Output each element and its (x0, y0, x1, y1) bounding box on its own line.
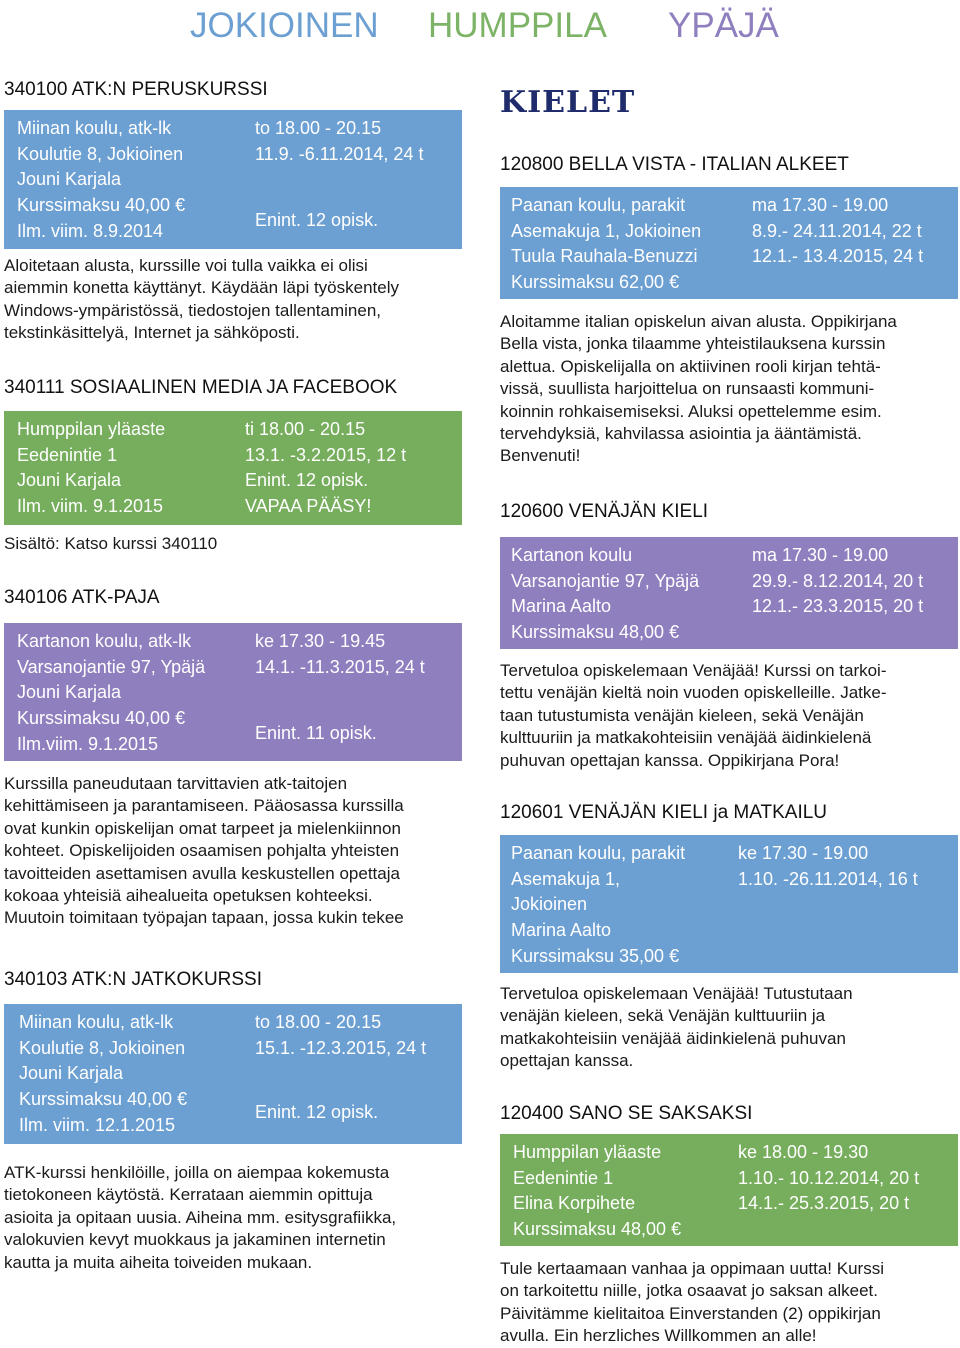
venue: Humppilan yläaste (513, 1142, 662, 1162)
registration-deadline: Ilm. viim. 9.1.2015 (17, 496, 164, 517)
schedule-dates: 15.1. -12.3.2015, 24 t (255, 1037, 427, 1058)
course-info-right (255, 629, 425, 680)
max-participants: Enint. 12 opisk. (255, 1102, 379, 1122)
max-participants: Enint. 12 opisk. (245, 470, 369, 491)
course-info-box (500, 835, 958, 973)
course-description: Aloitetaan alusta, kurssille voi tulla vaikka ei olisi aiemmin konetta käyttänyt. Käydään läpi työskentely Windows-ympäristössä, tiedostojen tallentaminen, tekstinkäsittelyä, Internet ja sähköposti. (4, 256, 399, 343)
course-340100 (4, 78, 466, 345)
course-info-left (17, 417, 165, 520)
schedule-dates-spring: 14.1.- 25.3.2015, 20 t (738, 1193, 910, 1214)
course-description: Tervetuloa opiskelemaan Venäjää! Kurssi on tarkoi- tettu venäjän kieltä noin vuoden opiskelleille. Jatke- taan tutustumista venäjän kieleen, sekä Venäjän kulttuuriin ja matkakohteisiin venäjää äidinkielenä puhuvan opettajan kanssa. Oppikirjana Pora! (500, 661, 887, 770)
course-title: 120400 SANO SE SAKSAKSI (500, 1103, 753, 1124)
schedule-dates-spring: 12.1.- 13.4.2015, 24 t (752, 246, 924, 267)
address: Asemakuja 1, (511, 868, 621, 889)
venue: Miinan koulu, atk-lk (17, 118, 172, 138)
town-header (0, 2, 960, 50)
schedule-dates-autumn: 8.9.- 24.11.2014, 22 t (752, 220, 922, 241)
max-participants: Enint. 12 opisk. (255, 210, 379, 230)
venue: Kartanon koulu (511, 545, 633, 565)
fee: Kurssimaksu 48,00 € (511, 622, 680, 643)
address: Varsanojantie 97, Ypäjä (511, 570, 700, 591)
course-description: Sisältö: Katso kurssi 340110 (4, 534, 218, 553)
course-info-box (4, 411, 462, 525)
course-info-right (752, 543, 923, 620)
course-title: 340103 ATK:N JATKOKURSSI (4, 969, 263, 990)
venue: Humppilan yläaste (17, 419, 166, 439)
schedule-time: ma 17.30 - 19.00 (752, 195, 889, 215)
course-description: Tule kertaamaan vanhaa ja oppimaan uutta! Kurssi on tarkoitettu niille, jotka osaavat jo saksan alkeet. Päivitämme kielitaitoa Einverstanden (2) oppikirjan avulla. Ein herzliches Willkommen an alle! (500, 1259, 884, 1346)
fee: Kurssimaksu 62,00 € (511, 272, 680, 293)
course-title: 340111 SOSIAALINEN MEDIA JA FACEBOOK (4, 377, 398, 398)
free-entry: VAPAA PÄÄSY! (245, 496, 372, 517)
fee: Kurssimaksu 48,00 € (513, 1219, 682, 1240)
fee: Kurssimaksu 40,00 € (17, 708, 186, 729)
course-info-left (511, 841, 685, 969)
course-info-box (500, 1134, 958, 1246)
fee: Kurssimaksu 40,00 € (17, 195, 186, 216)
course-340111 (4, 376, 466, 555)
schedule-dates: 11.9. -6.11.2014, 24 t (255, 143, 424, 164)
town: Jokioinen (511, 894, 588, 915)
registration-deadline: Ilm.viim. 9.1.2015 (17, 733, 159, 754)
course-info-right (738, 1140, 919, 1217)
schedule-dates-autumn: 1.10.- 10.12.2014, 20 t (738, 1167, 920, 1188)
address: Asemakuja 1, Jokioinen (511, 220, 702, 241)
course-info-box (500, 187, 958, 299)
max-participants: Enint. 11 opisk. (255, 723, 377, 743)
schedule-dates: 1.10. -26.11.2014, 16 t (738, 868, 918, 889)
registration-deadline: Ilm. viim. 8.9.2014 (17, 220, 164, 241)
address: Varsanojantie 97, Ypäjä (17, 656, 206, 677)
schedule-time: ke 18.00 - 19.30 (738, 1142, 869, 1162)
course-info-left (19, 1010, 187, 1138)
schedule-dates: 13.1. -3.2.2015, 12 t (245, 444, 407, 465)
teacher: Tuula Rauhala-Benuzzi (511, 246, 698, 267)
course-120800 (500, 153, 958, 468)
course-info-right (255, 116, 423, 167)
teacher: Marina Aalto (511, 920, 612, 941)
course-info-left (513, 1140, 681, 1243)
town-humppila: HUMPPILA (428, 6, 607, 45)
town-ypaja: YPÄJÄ (668, 6, 779, 45)
kielet-logo: KIELET (500, 85, 636, 120)
course-info-right (738, 841, 918, 892)
venue: Kartanon koulu, atk-lk (17, 631, 192, 651)
course-description: ATK-kurssi henkilöille, joilla on aiempaa kokemusta tietokoneen käytöstä. Kerrataan aiemmin opittuja asioita ja opitaan uusia. Aiheina mm. esitysgrafiikka, valokuvien kevyt muokkaus ja jakaminen internetin kautta ja muita aiheita toiveiden mukaan. (4, 1163, 397, 1272)
teacher: Jouni Karjala (17, 682, 122, 703)
course-description: Aloitamme italian opiskelun aivan alusta. Oppikirjana Bella vista, jonka tilaamme yhteistilauksena kurssin alettua. Opiskelijalla on aktiivinen rooli kirjan tehtä- vissä, suullista harjoittelua on runsaasti kommuni- koinnin rohkaisemiseksi. Aluksi opettelemme esim. tervehdyksiä, kahvilassa asiointia ja ääntämistä. Benvenuti! (500, 312, 897, 466)
course-info-box (4, 623, 462, 761)
schedule-time: ke 17.30 - 19.00 (738, 843, 869, 863)
course-340106 (4, 586, 466, 930)
teacher: Elina Korpihete (513, 1193, 636, 1214)
course-info-right (255, 1010, 426, 1061)
fee: Kurssimaksu 40,00 € (19, 1089, 188, 1110)
schedule-dates-spring: 12.1.- 23.3.2015, 20 t (752, 596, 924, 617)
course-title: 340100 ATK:N PERUSKURSSI (4, 79, 268, 100)
course-120600 (500, 500, 958, 772)
course-info-right (245, 417, 406, 520)
course-info-right (752, 193, 923, 270)
course-info-left (511, 193, 701, 296)
course-title: 340106 ATK-PAJA (4, 587, 160, 608)
address: Koulutie 8, Jokioinen (17, 143, 184, 164)
course-description: Tervetuloa opiskelemaan Venäjää! Tutustutaan venäjän kieleen, sekä Venäjän kulttuuriin ja matkakohteisiin venäjää äidinkielenä puhuvan opettajan kanssa. (500, 984, 853, 1071)
schedule-dates-autumn: 29.9.- 8.12.2014, 20 t (752, 570, 924, 591)
course-info-left (17, 629, 205, 757)
town-jokioinen: JOKIOINEN (190, 6, 379, 45)
address: Eedenintie 1 (513, 1167, 614, 1188)
teacher: Jouni Karjala (17, 169, 122, 190)
schedule-time: ma 17.30 - 19.00 (752, 545, 889, 565)
course-info-box (4, 1004, 462, 1144)
course-info-box (4, 110, 462, 249)
course-120601 (500, 801, 958, 1073)
schedule-time: to 18.00 - 20.15 (255, 1012, 382, 1032)
course-info-left (511, 543, 699, 646)
course-120400 (500, 1102, 958, 1348)
course-info-left (17, 116, 185, 244)
teacher: Jouni Karjala (19, 1063, 124, 1084)
venue: Miinan koulu, atk-lk (19, 1012, 174, 1032)
course-title: 120601 VENÄJÄN KIELI ja MATKAILU (500, 802, 828, 823)
course-info-box (500, 537, 958, 649)
teacher: Jouni Karjala (17, 470, 122, 491)
address: Eedenintie 1 (17, 444, 118, 465)
course-title: 120800 BELLA VISTA - ITALIAN ALKEET (500, 154, 849, 175)
course-340103 (4, 968, 466, 1274)
schedule-time: to 18.00 - 20.15 (255, 118, 382, 138)
fee: Kurssimaksu 35,00 € (511, 945, 680, 966)
section-title-kielet (500, 86, 635, 120)
course-title: 120600 VENÄJÄN KIELI (500, 501, 709, 522)
address: Koulutie 8, Jokioinen (19, 1037, 186, 1058)
schedule-time: ti 18.00 - 20.15 (245, 419, 366, 439)
schedule-time: ke 17.30 - 19.45 (255, 631, 386, 651)
schedule-dates: 14.1. -11.3.2015, 24 t (255, 656, 425, 677)
teacher: Marina Aalto (511, 596, 612, 617)
venue: Paanan koulu, parakit (511, 843, 686, 863)
registration-deadline: Ilm. viim. 12.1.2015 (19, 1114, 176, 1135)
venue: Paanan koulu, parakit (511, 195, 686, 215)
course-description: Kurssilla paneudutaan tarvittavien atk-taitojen kehittämiseen ja parantamiseen. Pääosassa kurssilla ovat kunkin opiskelijan omat tarpeet ja mielenkiinnon kohteet. Opiskelijoiden osaamisen pohjalta yhteisten tavoitteiden asettamisen avulla keskustellen opettaja kokoaa yhteisiä aihealueita opetuksen kohteeksi. Muutoin toimitaan työpajan tapaan, jossa kukin tekee (4, 774, 404, 928)
